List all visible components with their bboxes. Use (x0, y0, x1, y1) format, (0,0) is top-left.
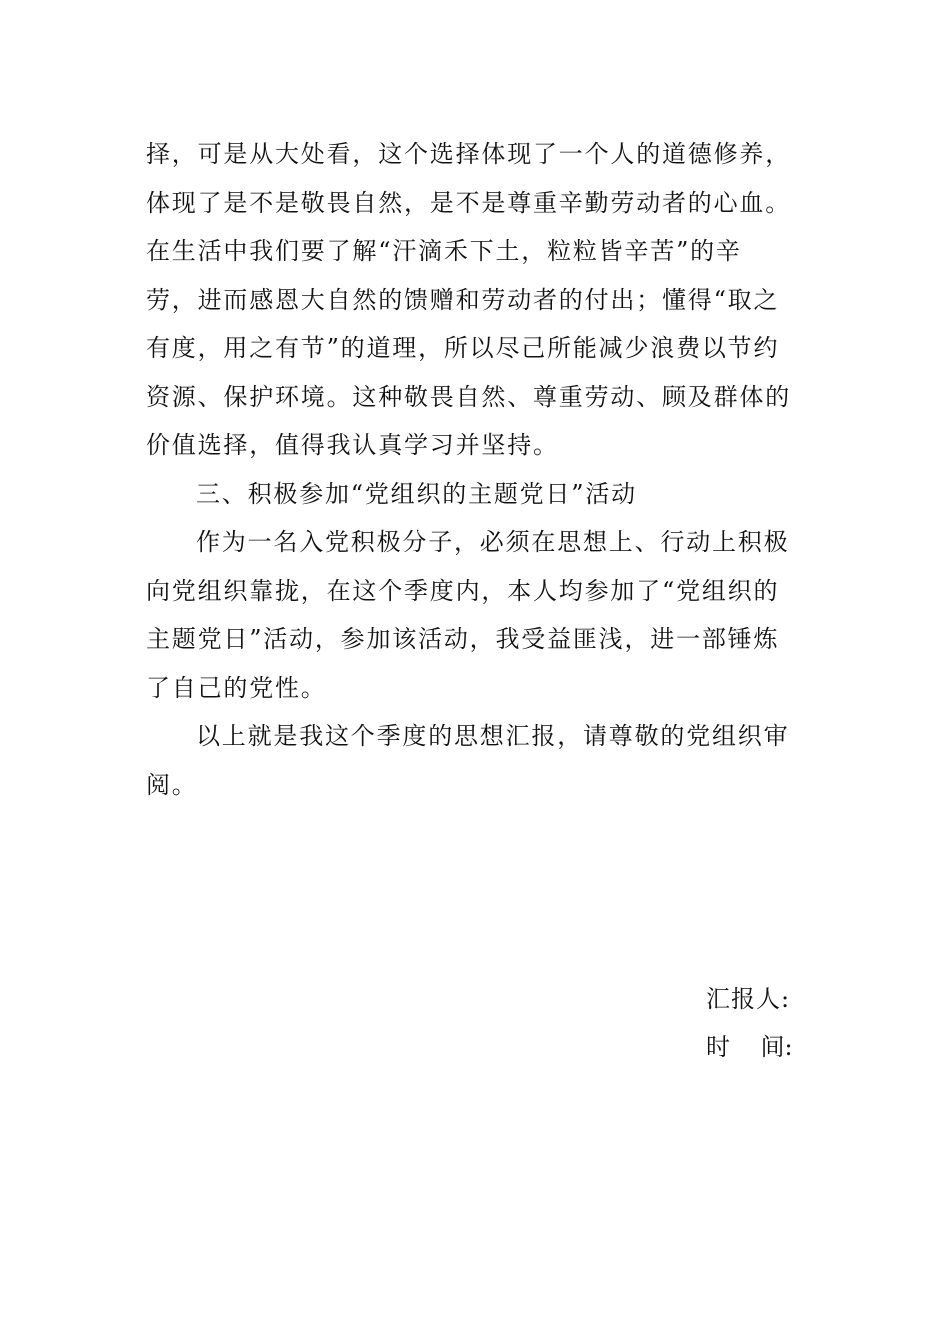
paragraph-line: 体现了是不是敬畏自然，是不是尊重辛勤劳动者的心血。 (146, 188, 791, 217)
report-body (146, 130, 806, 809)
paragraph-line: 了自己的党性。 (146, 673, 327, 702)
reporter-label: 汇报人: (706, 985, 791, 1013)
closing-line: 阅。 (146, 770, 198, 799)
paragraph-line: 择，可是从大处看，这个选择体现了一个人的道德修养， (146, 140, 791, 168)
paragraph-line: 作为一名入党积极分子，必须在思想上、行动上积极 (196, 528, 790, 556)
paragraph-line: 在生活中我们要了解“汗滴禾下土，粒粒皆辛苦”的辛 (146, 237, 742, 265)
closing-line: 以上就是我这个季度的思想汇报，请尊敬的党组织审 (196, 722, 790, 750)
paragraph-line: 有度，用之有节”的道理，所以尽己所能减少浪费以节约 (146, 334, 780, 362)
paragraph-line: 向党组织靠拢，在这个季度内，本人均参加了“党组织的 (146, 576, 780, 605)
paragraph-line: 劳，进而感恩大自然的馈赠和劳动者的付出；懂得“取之 (146, 285, 780, 314)
section-heading: 三、积极参加“党组织的主题党日”活动 (196, 479, 637, 508)
signature-block (706, 975, 793, 1071)
time-label: 时 间: (706, 1033, 793, 1061)
paragraph-line: 资源、保护环境。这种敬畏自然、尊重劳动、顾及群体的 (146, 382, 791, 411)
paragraph-line: 主题党日”活动，参加该活动，我受益匪浅，进一部锤炼 (146, 625, 780, 653)
paragraph-line: 价值选择，值得我认真学习并坚持。 (146, 431, 559, 459)
